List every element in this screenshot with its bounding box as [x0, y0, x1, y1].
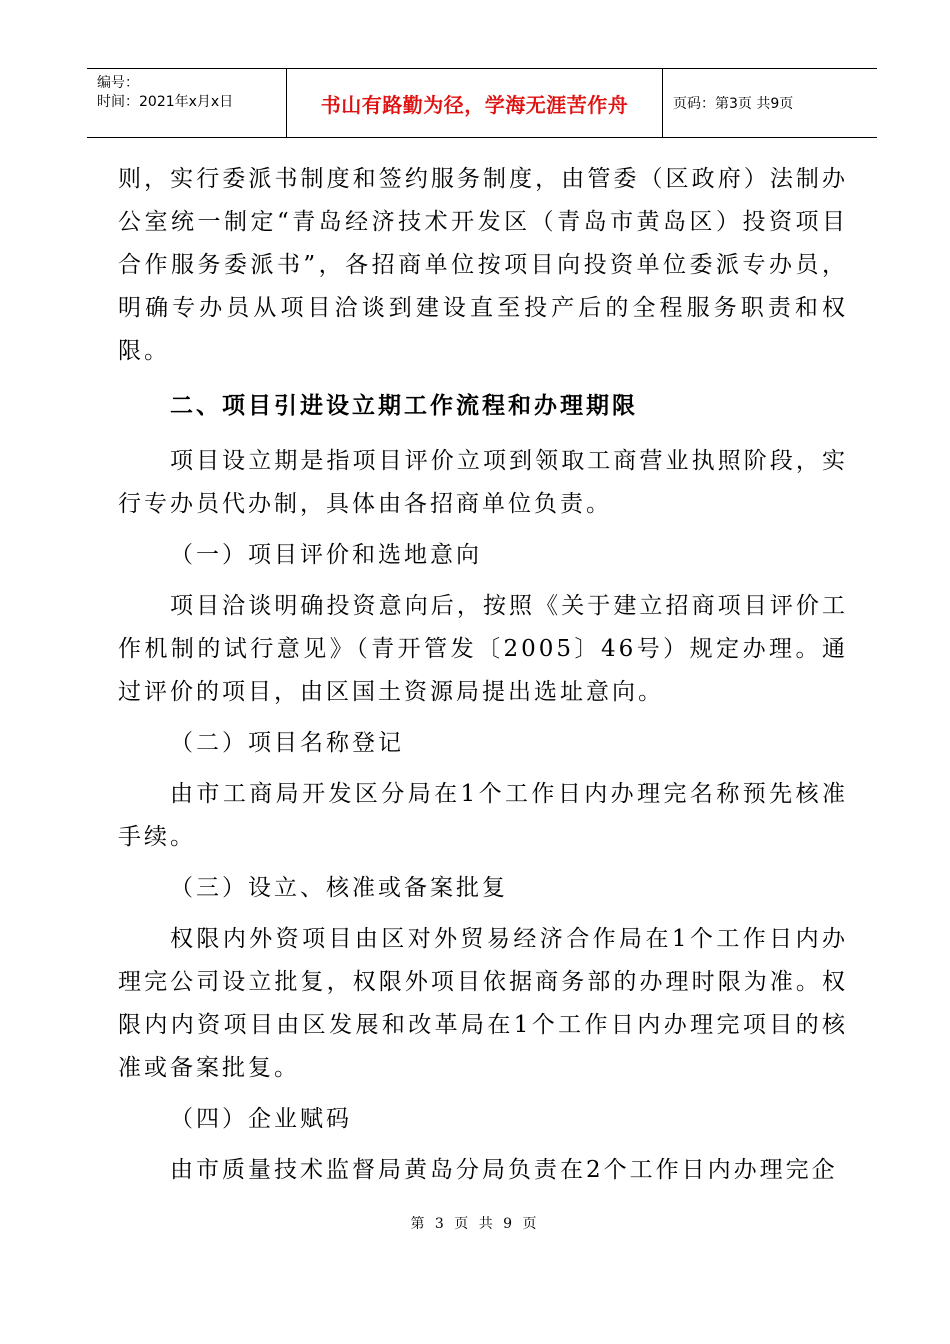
page-header — [87, 68, 877, 138]
subheading-evaluation: （一）项目评价和选地意向 — [170, 542, 482, 568]
paragraph-enterprise-code: 由市质量技术监督局黄岛分局负责在2个工作日内办理完企 — [170, 1157, 838, 1183]
paragraph-name-registration: 由市工商局开发区分局在1个工作日内办理完名称预先核准手续。 — [118, 781, 848, 850]
subheading-enterprise-code: （四）企业赋码 — [170, 1106, 352, 1132]
subheading-approval: （三）设立、核准或备案批复 — [170, 875, 508, 901]
header-meta — [87, 69, 287, 137]
paragraph-setup-period: 项目设立期是指项目评价立项到领取工商营业执照阶段，实行专办员代办制，具体由各招商单位负责。 — [118, 448, 848, 517]
header-motto: 书山有路勤为径，学海无涯苦作舟 — [287, 69, 663, 137]
header-number-label: 编号： — [97, 75, 139, 91]
document-body — [118, 158, 848, 1192]
page-footer: 第 3 页 共 9 页 — [410, 1216, 540, 1232]
subheading-name-registration: （二）项目名称登记 — [170, 730, 404, 756]
paragraph-continued: 则，实行委派书制度和签约服务制度，由管委（区政府）法制办公室统一制定“青岛经济技术开发区（青岛市黄岛区）投资项目合作服务委派书”，各招商单位按项目向投资单位委派专办员，明确专办员从项目洽谈到建设直至投产后的全程服务职责和权限。 — [118, 166, 848, 364]
paragraph-approval: 权限内外资项目由区对外贸易经济合作局在1个工作日内办理完公司设立批复，权限外项目依据商务部的办理时限为准。权限内内资项目由区发展和改革局在1个工作日内办理完项目的核准或备案批复。 — [118, 926, 848, 1081]
paragraph-evaluation: 项目洽谈明确投资意向后，按照《关于建立招商项目评价工作机制的试行意见》（青开管发〔2005〕46号）规定办理。通过评价的项目，由区国土资源局提出选址意向。 — [118, 593, 848, 705]
header-page-info: 页码：第3页 共9页 — [673, 96, 794, 112]
header-time-label: 时间：2021年x月x日 — [97, 94, 234, 110]
section-heading-2: 二、项目引进设立期工作流程和办理期限 — [170, 393, 638, 419]
